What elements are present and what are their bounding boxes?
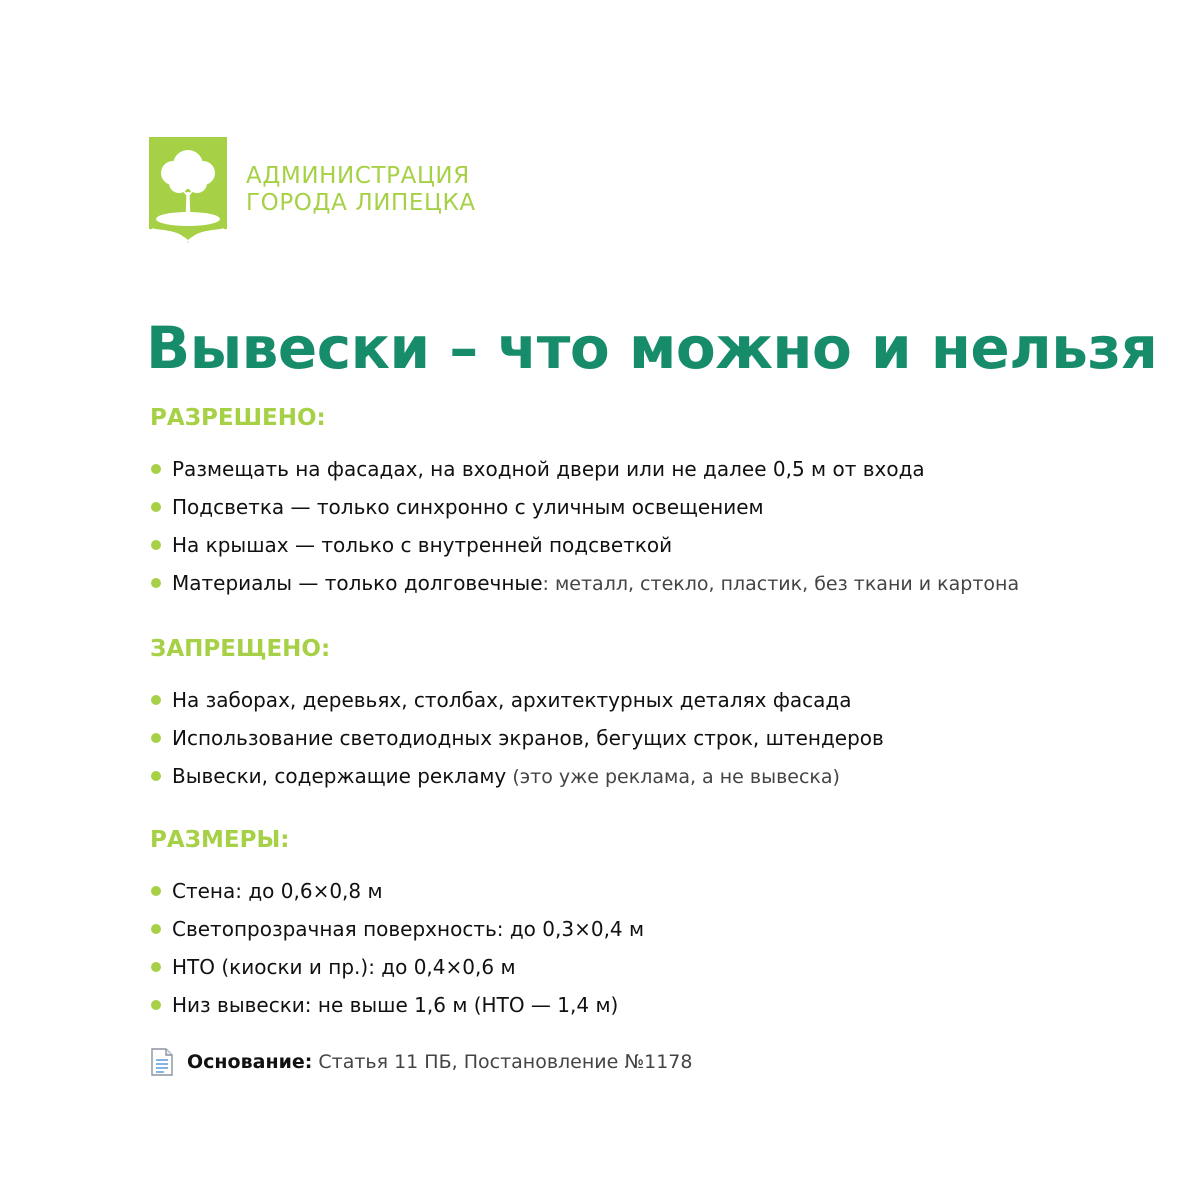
list-item <box>150 757 884 795</box>
forbidden-list <box>150 681 884 795</box>
basis-value: Статья 11 ПБ, Постановление №1178 <box>318 1051 693 1073</box>
item-main-text: Низ вывески: не выше 1,6 м (НТО — 1,4 м) <box>172 993 619 1017</box>
bullet-icon <box>151 733 161 743</box>
list-item <box>150 948 644 986</box>
item-main-text: Вывески, содержащие рекламу <box>172 764 507 788</box>
allowed-list <box>150 450 1019 602</box>
logo-line-1: АДМИНИСТРАЦИЯ <box>246 163 470 189</box>
item-main-text: На крышах — только с внутренней подсветкой <box>172 533 673 557</box>
list-item <box>150 986 644 1024</box>
bullet-icon <box>151 924 161 934</box>
logo-line-2: ГОРОДА ЛИПЕЦКА <box>246 190 476 216</box>
list-item <box>150 450 1019 488</box>
forbidden-heading: ЗАПРЕЩЕНО: <box>150 636 331 662</box>
bullet-icon <box>151 886 161 896</box>
bullet-icon <box>151 962 161 972</box>
logo-text <box>246 163 476 217</box>
item-main-text: Стена: до 0,6×0,8 м <box>172 879 383 903</box>
item-note-text: : металл, стекло, пластик, без ткани и картона <box>542 573 1020 595</box>
item-main-text: Подсветка — только синхронно с уличным освещением <box>172 495 764 519</box>
item-main-text: Использование светодиодных экранов, бегущих строк, штендеров <box>172 726 884 750</box>
allowed-heading: РАЗРЕШЕНО: <box>150 405 326 431</box>
tree-coat-of-arms-icon <box>149 137 227 243</box>
item-note-text: (это уже реклама, а не вывеска) <box>506 766 840 788</box>
list-item <box>150 564 1019 602</box>
bullet-icon <box>151 578 161 588</box>
list-item <box>150 872 644 910</box>
bullet-icon <box>151 695 161 705</box>
basis-note <box>150 1046 692 1078</box>
item-main-text: НТО (киоски и пр.): до 0,4×0,6 м <box>172 955 516 979</box>
list-item <box>150 488 1019 526</box>
allowed-section <box>150 403 1019 602</box>
sizes-section <box>150 825 644 1024</box>
item-main-text: Светопрозрачная поверхность: до 0,3×0,4 м <box>172 917 645 941</box>
bullet-icon <box>151 502 161 512</box>
bullet-icon <box>151 540 161 550</box>
basis-label: Основание: <box>187 1051 313 1073</box>
bullet-icon <box>151 771 161 781</box>
page-title: Вывески – что можно и нельзя <box>146 314 1158 382</box>
document-icon <box>150 1048 174 1076</box>
bullet-icon <box>151 464 161 474</box>
sizes-list <box>150 872 644 1024</box>
list-item <box>150 526 1019 564</box>
item-main-text: Размещать на фасадах, на входной двери или не далее 0,5 м от входа <box>172 457 925 481</box>
item-main-text: На заборах, деревьях, столбах, архитектурных деталях фасада <box>172 688 852 712</box>
item-main-text: Материалы — только долговечные <box>172 571 543 595</box>
city-administration-logo <box>149 137 476 243</box>
bullet-icon <box>151 1000 161 1010</box>
list-item <box>150 910 644 948</box>
forbidden-section <box>150 634 884 795</box>
list-item <box>150 719 884 757</box>
list-item <box>150 681 884 719</box>
sizes-heading: РАЗМЕРЫ: <box>150 827 290 853</box>
